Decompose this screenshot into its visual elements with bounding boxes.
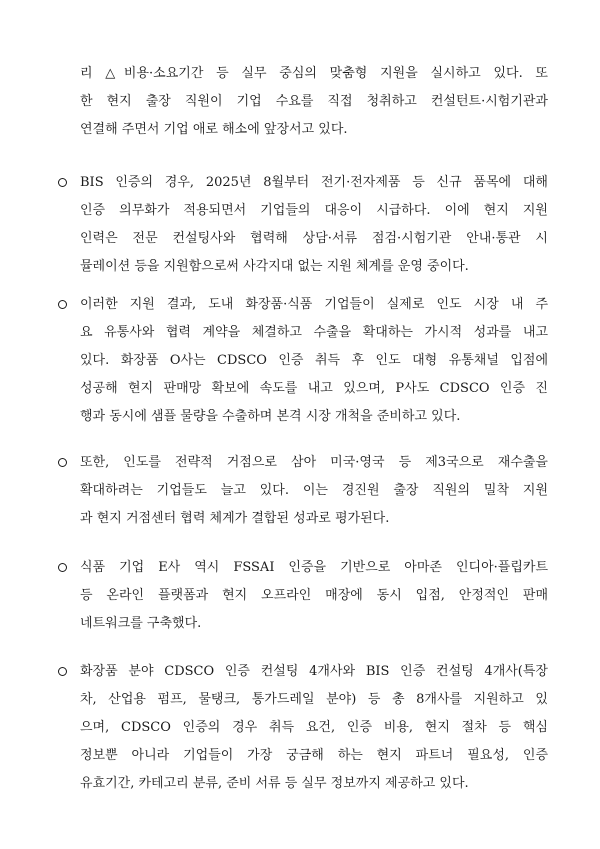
text-line: 요 유통사와 협력 계약을 체결하고 수출을 확대하는 가시적 성과를 내고 <box>80 325 548 340</box>
text-line: 확대하려는 기업들도 늘고 있다. 이는 경진원 출장 직원의 밀착 지원 <box>80 483 548 498</box>
text-line: 차, 산업용 펌프, 물탱크, 통가드레일 분야) 등 총 8개사를 지원하고 있 <box>80 692 548 707</box>
text-line: 이러한 지원 결과, 도내 화장품·식품 기업들이 실제로 인도 시장 내 주 <box>80 297 548 312</box>
circle-bullet-icon <box>58 458 67 467</box>
circle-bullet-icon <box>58 667 67 676</box>
text-line: 과 현지 거점센터 협력 체계가 결합된 성과로 평가된다. <box>80 511 390 526</box>
text-line: 인력은 전문 컨설팅사와 협력해 상담·서류 점검·시험기관 안내·통관 시 <box>80 231 548 246</box>
paragraph-text <box>80 661 548 801</box>
paragraph-text <box>80 63 548 147</box>
text-line: 정보뿐 아니라 기업들이 가장 궁금해 하는 현지 파트너 필요성, 인증 <box>80 748 548 763</box>
text-line: 있다. 화장품 O사는 CDSCO 인증 취득 후 인도 대형 유통채널 입점에 <box>80 353 548 368</box>
text-line: 또한, 인도를 전략적 거점으로 삼아 미국·영국 등 제3국으로 재수출을 <box>80 455 548 470</box>
text-line: 식품 기업 E사 역시 FSSAI 인증을 기반으로 아마존 인디아·플립카트 <box>80 560 548 575</box>
text-line: BIS 인증의 경우, 2025년 8월부터 전기·전자제품 등 신규 품목에 대해 <box>80 175 548 190</box>
text-line: 으며, CDSCO 인증의 경우 취득 요건, 인증 비용, 현지 절차 등 핵심 <box>80 720 548 735</box>
text-line: 한 현지 출장 직원이 기업 수요를 직접 청취하고 컨설턴트·시험기관과 <box>80 94 548 109</box>
text-line: 네트워크를 구축했다. <box>80 616 202 631</box>
paragraph-text <box>80 452 548 536</box>
text-line: 유효기간, 카테고리 분류, 준비 서류 등 실무 정보까지 제공하고 있다. <box>80 776 469 791</box>
text-line: 뮬레이션 등을 지원함으로써 사각지대 없는 지원 체계를 운영 중이다. <box>80 259 469 274</box>
circle-bullet-icon <box>58 178 67 187</box>
paragraph-text <box>80 294 548 434</box>
paragraph-text <box>80 172 548 284</box>
text-line: 연결해 주면서 기업 애로 해소에 앞장서고 있다. <box>80 122 348 137</box>
paragraph-text <box>80 557 548 641</box>
text-line: 등 온라인 플랫폼과 현지 오프라인 매장에 동시 입점, 안정적인 판매 <box>80 588 548 603</box>
circle-bullet-icon <box>58 563 67 572</box>
text-line: 성공해 현지 판매망 확보에 속도를 내고 있으며, P사도 CDSCO 인증 진 <box>80 381 548 396</box>
text-line: 화장품 분야 CDSCO 인증 컨설팅 4개사와 BIS 인증 컨설팅 4개사(특장 <box>80 664 548 679</box>
circle-bullet-icon <box>58 300 67 309</box>
text-line: 리 △비용·소요기간 등 실무 중심의 맞춤형 지원을 실시하고 있다. 또 <box>80 66 548 81</box>
text-line: 인증 의무화가 적용되면서 기업들의 대응이 시급하다. 이에 현지 지원 <box>80 203 548 218</box>
text-line: 행과 동시에 샘플 물량을 수출하며 본격 시장 개척을 준비하고 있다. <box>80 409 461 424</box>
